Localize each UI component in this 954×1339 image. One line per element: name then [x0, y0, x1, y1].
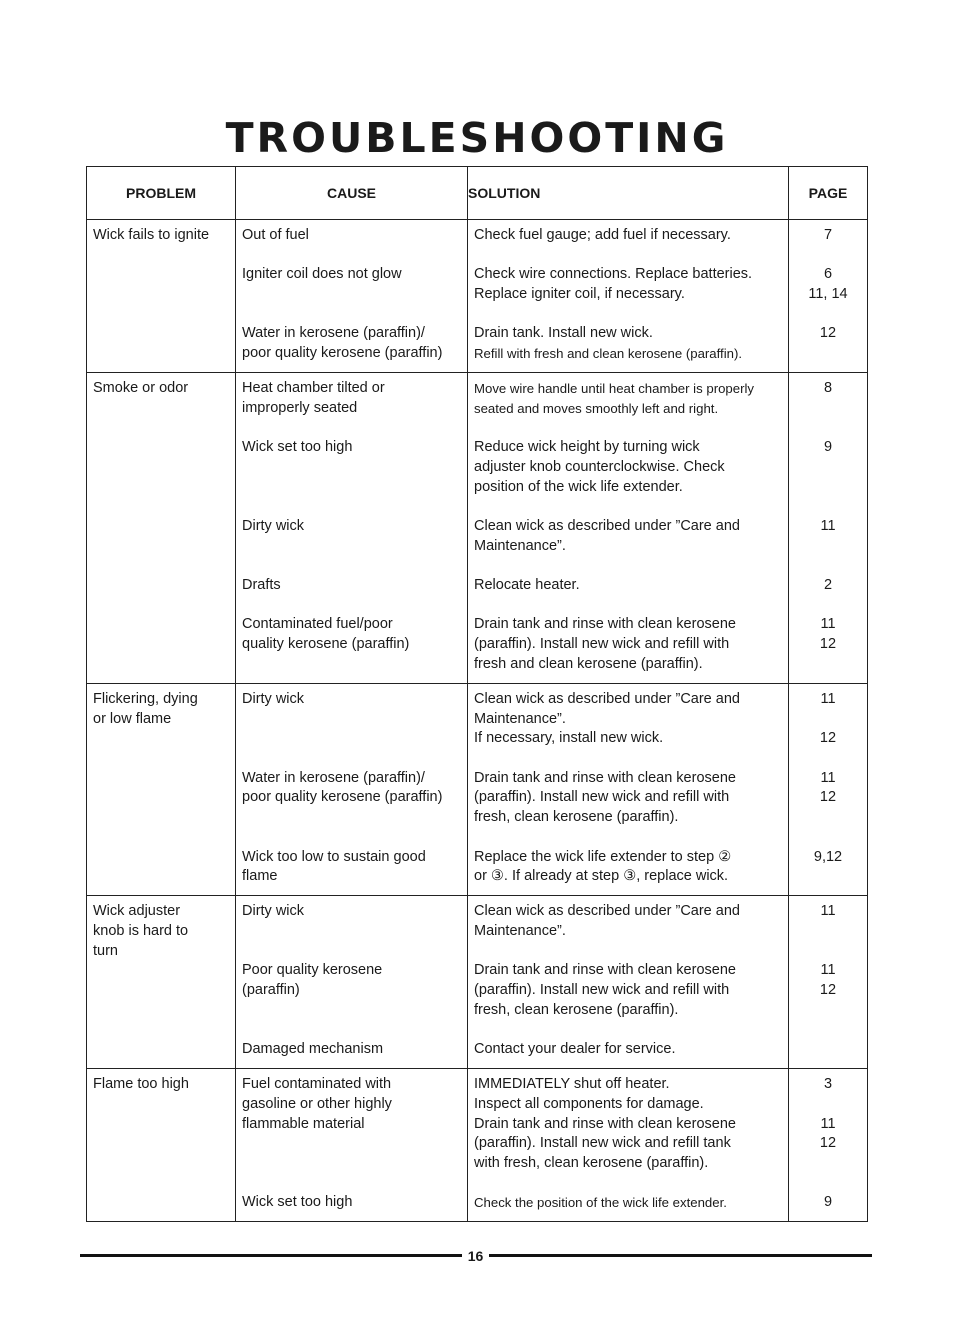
- blank-line: [795, 808, 861, 828]
- cell-line: 12: [819, 636, 837, 653]
- problem-text: [87, 896, 235, 969]
- blank-line: [795, 655, 861, 675]
- table-row: [87, 683, 868, 895]
- cell-line: Dirty wick: [242, 903, 305, 920]
- page-item: [795, 265, 861, 305]
- solution-item: [474, 615, 782, 674]
- blank-line: [242, 285, 461, 305]
- problem-text: [87, 684, 235, 738]
- column-header-cause: CAUSE: [236, 167, 468, 220]
- page-item: [795, 961, 861, 1020]
- page-cell: [789, 1068, 868, 1221]
- page-item: [795, 615, 861, 674]
- cell-line: Water in kerosene (paraffin)/: [242, 325, 425, 342]
- cause-item: [242, 690, 461, 749]
- problem-text: [87, 373, 235, 407]
- cell-line: Check fuel gauge; add fuel if necessary.: [474, 227, 731, 243]
- cause-cell: [236, 896, 468, 1069]
- cell-line: Drain tank and rinse with clean kerosene: [474, 616, 736, 633]
- problem-cell: [87, 220, 236, 373]
- cell-line: 6: [823, 266, 833, 283]
- cell-line: Relocate heater.: [474, 577, 580, 594]
- cell-line: (paraffin). Install new wick and refill with: [474, 982, 730, 999]
- blank-line: [242, 729, 461, 749]
- column-header-solution: SOLUTION: [468, 167, 789, 220]
- solution-item: [474, 769, 782, 828]
- page-cell: [789, 220, 868, 373]
- cell-line: Poor quality kerosene: [242, 962, 383, 979]
- blank-line: [242, 1154, 461, 1174]
- cell-line: 11: [820, 1115, 836, 1132]
- solution-item: [474, 1075, 782, 1174]
- blank-line: [795, 344, 861, 364]
- cause-cell: [236, 1068, 468, 1221]
- cell-line: Maintenance”.: [474, 922, 566, 939]
- cell-line: Drafts: [242, 577, 281, 594]
- cell-line: fresh and clean kerosene (paraffin).: [474, 655, 703, 672]
- blank-line: [795, 478, 861, 498]
- cell-line: Wick too low to sustain good: [242, 848, 426, 865]
- solution-item: [474, 902, 782, 942]
- cell-line: Replace the wick life extender to step ②: [474, 848, 732, 865]
- solution-item: [474, 226, 782, 246]
- blank-line: [242, 922, 461, 942]
- solution-list: [468, 373, 788, 683]
- blank-line: [795, 1154, 861, 1174]
- page-cell: [789, 683, 868, 895]
- cause-list: [236, 373, 467, 683]
- page-item: [795, 379, 861, 419]
- cell-line: 12: [819, 1135, 837, 1152]
- cause-item: [242, 1193, 461, 1213]
- cell-line: 3: [823, 1075, 833, 1092]
- cell-line: 12: [819, 982, 837, 999]
- page-item: [795, 226, 861, 246]
- cell-line: poor quality kerosene (paraffin): [242, 345, 443, 362]
- cell-line: Check the position of the wick life extender.: [474, 1195, 727, 1211]
- blank-line: [795, 922, 861, 942]
- page-list: [789, 373, 867, 683]
- solution-cell: [468, 683, 789, 895]
- cell-line: 8: [823, 379, 833, 396]
- cell-line: Out of fuel: [242, 227, 309, 243]
- cell-line: Fuel contaminated with: [242, 1075, 392, 1092]
- cause-list: [236, 220, 467, 372]
- cell-line: Flame too high: [93, 1075, 189, 1092]
- column-header-problem: PROBLEM: [87, 167, 236, 220]
- problem-cell: [87, 1068, 236, 1221]
- page-item: [795, 902, 861, 942]
- cell-line: gasoline or other highly: [242, 1095, 392, 1112]
- cell-line: Reduce wick height by turning wick: [474, 439, 700, 456]
- solution-cell: [468, 220, 789, 373]
- blank-line: [242, 1001, 461, 1021]
- cell-line: 12: [819, 789, 837, 806]
- cell-line: IMMEDIATELY shut off heater.: [474, 1075, 670, 1092]
- cell-line: Inspect all components for damage.: [474, 1095, 704, 1112]
- cell-line: Contaminated fuel/poor: [242, 616, 393, 633]
- page-number: 16: [467, 1248, 484, 1264]
- solution-item: [474, 576, 782, 596]
- cell-line: Drain tank and rinse with clean kerosene: [474, 1115, 736, 1132]
- table-row: [87, 896, 868, 1069]
- troubleshooting-table: [86, 166, 868, 1222]
- page-item: [795, 1193, 861, 1213]
- table-body: [87, 220, 868, 1222]
- cell-line: (paraffin). Install new wick and refill with: [474, 789, 730, 806]
- cell-line: Maintenance”.: [474, 710, 566, 727]
- page-cell: [789, 896, 868, 1069]
- cause-item: [242, 615, 461, 674]
- cell-line: Dirty wick: [242, 690, 305, 707]
- cell-line: Contact your dealer for service.: [474, 1041, 676, 1058]
- cell-line: or low flame: [93, 710, 172, 727]
- cell-line: 11: [820, 769, 836, 786]
- footer-rule-right: [489, 1254, 872, 1257]
- cell-line: (paraffin): [242, 982, 300, 999]
- cell-line: (paraffin). Install new wick and refill with: [474, 636, 730, 653]
- solution-cell: [468, 896, 789, 1069]
- cell-line: Clean wick as described under ”Care and: [474, 517, 740, 534]
- cell-line: with fresh, clean kerosene (paraffin).: [474, 1155, 709, 1172]
- solution-list: [468, 896, 788, 1068]
- cell-line: fresh, clean kerosene (paraffin).: [474, 809, 679, 826]
- cell-line: 11: [820, 517, 836, 534]
- blank-line: [242, 537, 461, 557]
- solution-item: [474, 690, 782, 749]
- cause-item: [242, 438, 461, 497]
- cell-line: If necessary, install new wick.: [474, 730, 664, 747]
- blank-line: [242, 808, 461, 828]
- table-row: [87, 372, 868, 683]
- cell-line: Damaged mechanism: [242, 1041, 384, 1058]
- cell-line: adjuster knob counterclockwise. Check: [474, 458, 725, 475]
- cell-line: Drain tank and rinse with clean kerosene: [474, 769, 736, 786]
- cell-line: or ③. If already at step ③, replace wick.: [474, 868, 729, 885]
- cause-item: [242, 902, 461, 942]
- page-list: [789, 220, 867, 372]
- cause-cell: [236, 683, 468, 895]
- cell-line: Move wire handle until heat chamber is properly: [474, 380, 755, 396]
- cell-line: Flickering, dying: [93, 690, 198, 707]
- cell-line: Heat chamber tilted or: [242, 379, 385, 396]
- solution-item: [474, 379, 782, 419]
- cell-line: Igniter coil does not glow: [242, 266, 402, 283]
- cell-line: turn: [93, 942, 118, 959]
- cell-line: 9,12: [813, 848, 843, 865]
- cell-line: Maintenance”.: [474, 537, 566, 554]
- solution-cell: [468, 1068, 789, 1221]
- cause-item: [242, 324, 461, 364]
- solution-item: [474, 517, 782, 557]
- cell-line: knob is hard to: [93, 922, 189, 939]
- solution-item: [474, 848, 782, 888]
- cell-line: Wick adjuster: [93, 903, 181, 920]
- page-item: [795, 1040, 861, 1060]
- table-header-row: [87, 167, 868, 220]
- table-row: [87, 1068, 868, 1221]
- cell-line: flame: [242, 868, 278, 885]
- cause-item: [242, 1040, 461, 1060]
- page-item: [795, 517, 861, 557]
- cell-line: Water in kerosene (paraffin)/: [242, 769, 425, 786]
- cause-item: [242, 379, 461, 419]
- page-item: [795, 690, 861, 749]
- blank-line: [795, 537, 861, 557]
- cell-line: 12: [819, 325, 837, 342]
- cell-line: 12: [819, 730, 837, 747]
- cell-line: 11: [820, 903, 836, 920]
- cell-line: Drain tank and rinse with clean kerosene: [474, 962, 736, 979]
- blank-line: [795, 458, 861, 478]
- column-header-page: PAGE: [789, 167, 868, 220]
- blank-line: [242, 1134, 461, 1154]
- cell-line: 9: [823, 1194, 833, 1211]
- cause-item: [242, 265, 461, 305]
- solution-list: [468, 1069, 788, 1221]
- cell-line: 7: [823, 227, 833, 243]
- page-footer: [80, 1246, 872, 1266]
- cell-line: poor quality kerosene (paraffin): [242, 789, 443, 806]
- blank-line: [795, 1095, 861, 1115]
- blank-line: [242, 478, 461, 498]
- cause-cell: [236, 372, 468, 683]
- cell-line: position of the wick life extender.: [474, 478, 683, 495]
- cell-line: 9: [823, 439, 833, 456]
- page-cell: [789, 372, 868, 683]
- cell-line: Wick fails to ignite: [93, 227, 210, 243]
- solution-item: [474, 1193, 782, 1213]
- cell-line: Clean wick as described under ”Care and: [474, 690, 740, 707]
- page-list: [789, 896, 867, 1068]
- cause-list: [236, 1069, 467, 1221]
- page-list: [789, 684, 867, 895]
- cause-item: [242, 1075, 461, 1174]
- solution-item: [474, 324, 782, 364]
- blank-line: [242, 710, 461, 730]
- cell-line: seated and moves smoothly left and right.: [474, 400, 719, 416]
- page-item: [795, 576, 861, 596]
- cell-line: Refill with fresh and clean kerosene (paraffin).: [474, 346, 743, 362]
- cell-line: 11: [820, 616, 836, 633]
- blank-line: [795, 867, 861, 887]
- cell-line: (paraffin). Install new wick and refill tank: [474, 1135, 731, 1152]
- blank-line: [242, 655, 461, 675]
- problem-text: [87, 220, 235, 254]
- page-title: TROUBLESHOOTING: [225, 114, 729, 162]
- cause-item: [242, 961, 461, 1020]
- cause-list: [236, 684, 467, 895]
- solution-item: [474, 438, 782, 497]
- cell-line: Check wire connections. Replace batteries.: [474, 266, 753, 283]
- solution-item: [474, 961, 782, 1020]
- problem-text: [87, 1069, 235, 1103]
- page-item: [795, 769, 861, 828]
- cell-line: Smoke or odor: [93, 379, 189, 396]
- cell-line: Drain tank. Install new wick.: [474, 325, 653, 342]
- blank-line: [795, 1040, 861, 1060]
- table-row: [87, 220, 868, 373]
- cause-cell: [236, 220, 468, 373]
- cell-line: 11: [820, 690, 836, 707]
- page-item: [795, 324, 861, 364]
- cause-item: [242, 517, 461, 557]
- cause-item: [242, 769, 461, 828]
- solution-list: [468, 220, 788, 372]
- page-list: [789, 1069, 867, 1221]
- cell-line: quality kerosene (paraffin): [242, 636, 410, 653]
- cause-item: [242, 576, 461, 596]
- solution-item: [474, 1040, 782, 1060]
- solution-cell: [468, 372, 789, 683]
- cell-line: flammable material: [242, 1115, 365, 1132]
- blank-line: [242, 458, 461, 478]
- cell-line: 2: [823, 577, 833, 594]
- page-item: [795, 438, 861, 497]
- cause-list: [236, 896, 467, 1068]
- cell-line: 11, 14: [808, 286, 848, 303]
- problem-cell: [87, 896, 236, 1069]
- footer-rule-left: [80, 1254, 462, 1257]
- cell-line: fresh, clean kerosene (paraffin).: [474, 1001, 679, 1018]
- cause-item: [242, 226, 461, 246]
- cell-line: Dirty wick: [242, 517, 305, 534]
- cell-line: Replace igniter coil, if necessary.: [474, 286, 685, 303]
- page-item: [795, 1075, 861, 1174]
- blank-line: [795, 1001, 861, 1021]
- problem-cell: [87, 372, 236, 683]
- solution-item: [474, 265, 782, 305]
- cell-line: Wick set too high: [242, 1194, 353, 1211]
- blank-line: [795, 399, 861, 419]
- solution-list: [468, 684, 788, 895]
- cell-line: improperly seated: [242, 399, 358, 416]
- cell-line: Clean wick as described under ”Care and: [474, 903, 740, 920]
- blank-line: [795, 710, 861, 730]
- problem-cell: [87, 683, 236, 895]
- cell-line: 11: [820, 962, 836, 979]
- page-item: [795, 848, 861, 888]
- cell-line: Wick set too high: [242, 439, 353, 456]
- cause-item: [242, 848, 461, 888]
